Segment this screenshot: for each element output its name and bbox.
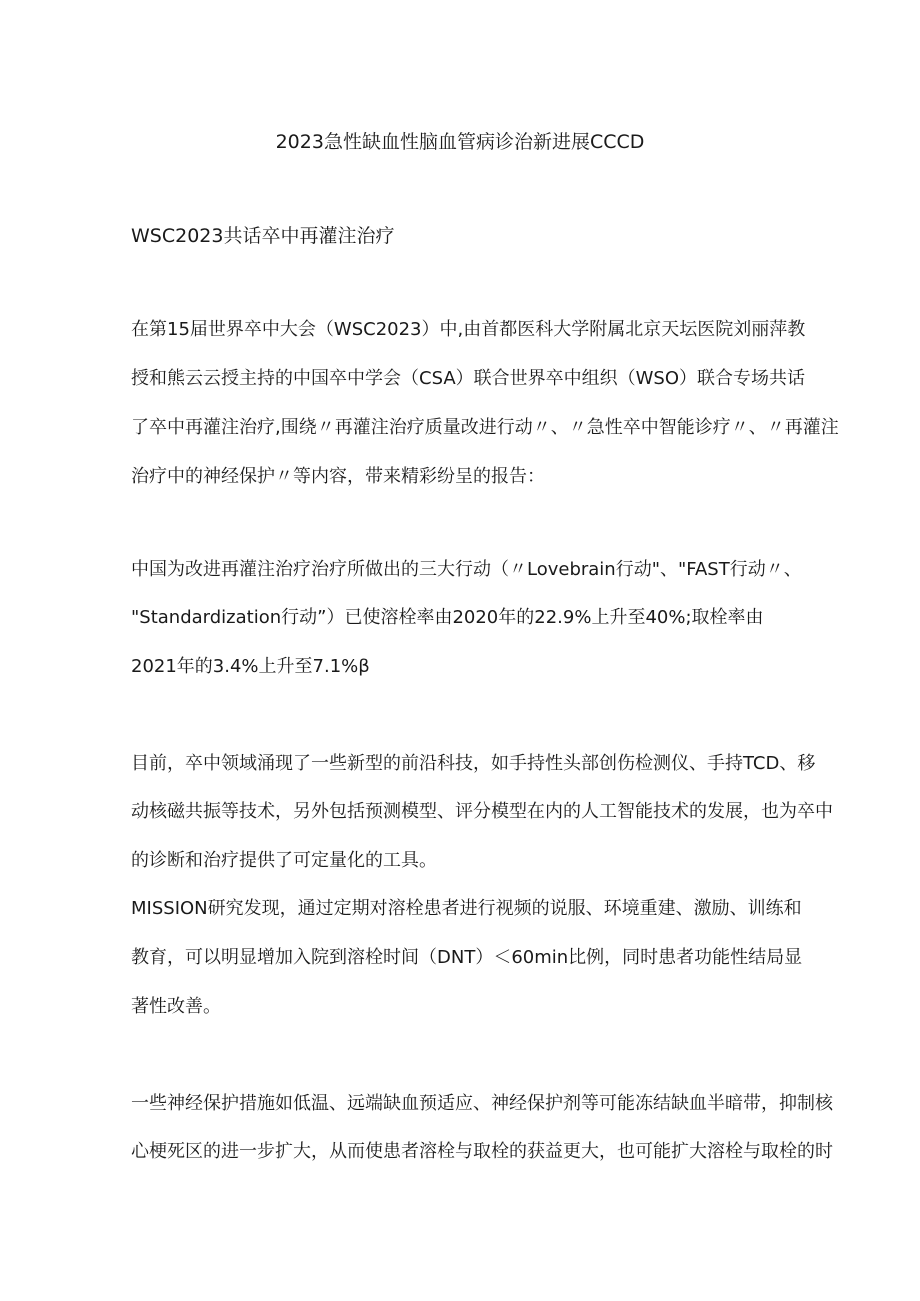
paragraph-1-line-1: 在第15届世界卒中大会（WSC2023）中,由首都医科大学附属北京天坛医院刘丽萍教: [131, 319, 806, 340]
paragraph-5-line-2: 心梗死区的进一步扩大，从而使患者溶栓与取栓的获益更大，也可能扩大溶栓与取栓的时: [131, 1141, 833, 1162]
paragraph-1-line-4: 治疗中的神经保护〃等内容，带来精彩纷呈的报告：: [131, 466, 545, 487]
paragraph-3-line-3: 的诊断和治疗提供了可定量化的工具。: [131, 850, 437, 871]
paragraph-4-line-3: 著性改善。: [131, 996, 221, 1017]
paragraph-2-line-2: "Standardization行动”）已使溶栓率由2020年的22.9%上升至40%;取栓率由: [131, 607, 764, 628]
paragraph-2-line-1: 中国为改进再灌注治疗治疗所做出的三大行动（〃Lovebrain行动"、"FAST行动〃、: [131, 559, 802, 580]
paragraph-3-line-2: 动核磁共振等技术，另外包括预测模型、评分模型在内的人工智能技术的发展，也为卒中: [131, 801, 833, 822]
paragraph-1-line-3: 了卒中再灌注治疗,围绕〃再灌注治疗质量改进行动〃、〃急性卒中智能诊疗〃、〃再灌注: [131, 417, 839, 438]
paragraph-1-line-2: 授和熊云云授主持的中国卒中学会（CSA）联合世界卒中组织（WSO）联合专场共话: [131, 368, 806, 389]
paragraph-4-line-2: 教育，可以明显增加入院到溶栓时间（DNT）＜60min比例，同时患者功能性结局显: [131, 947, 803, 968]
document-title: 2023急性缺血性脑血管病诊治新进展CCCD: [275, 131, 645, 153]
paragraph-5-line-1: 一些神经保护措施如低温、远端缺血预适应、神经保护剂等可能冻结缺血半暗带，抑制核: [131, 1093, 833, 1114]
paragraph-3-line-1: 目前，卒中领域涌现了一些新型的前沿科技，如手持性头部创伤检测仪、手持TCD、移: [131, 753, 816, 774]
document-subtitle: WSC2023共话卒中再灌注治疗: [131, 225, 395, 247]
paragraph-4-line-1: MISSION研究发现，通过定期对溶栓患者进行视频的说服、环境重建、激励、训练和: [131, 898, 802, 919]
paragraph-2-line-3: 2021年的3.4%上升至7.1%β: [131, 656, 370, 677]
